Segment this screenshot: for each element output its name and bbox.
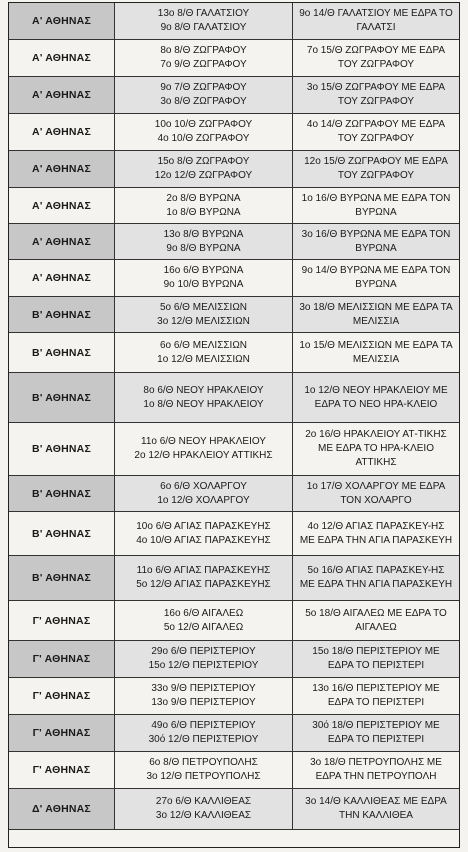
merged-school-1: 13ο 8/Θ ΓΑΛΑΤΣΙΟΥ — [157, 8, 250, 19]
merged-school-2: 9ο 8/Θ ΓΑΛΑΤΣΙΟΥ — [160, 22, 247, 33]
new-school-cell: 5ο 16/Θ ΑΓΙΑΣ ΠΑΡΑΣΚΕΥ-ΗΣ ΜΕ ΕΔΡΑ ΤΗΝ ΑΓΙΑ ΠΑΡΑΣΚΕΥΗ — [293, 556, 459, 600]
region-cell: Β' ΑΘΗΝΑΣ — [9, 423, 115, 475]
merged-schools-cell — [115, 77, 293, 113]
merged-schools-cell — [115, 512, 293, 555]
merged-schools-cell — [115, 715, 293, 751]
merged-school-2: 9ο 8/Θ ΒΥΡΩΝΑ — [166, 242, 241, 254]
region-cell: Γ' ΑΘΗΝΑΣ — [9, 752, 115, 788]
merged-school-1: 11ο 6/Θ ΑΓΙΑΣ ΠΑΡΑΣΚΕΥΗΣ — [136, 565, 271, 576]
merged-school-1: 16ο 6/Θ ΒΥΡΩΝΑ — [163, 265, 244, 276]
merged-school-1: 11ο 6/Θ ΝΕΟΥ ΗΡΑΚΛΕΙΟΥ — [141, 436, 266, 447]
table-row — [9, 260, 459, 297]
merged-school-1: 10ο 10/Θ ΖΩΓΡΑΦΟΥ — [154, 119, 253, 130]
merged-schools-cell — [115, 40, 293, 76]
merged-schools-cell — [115, 373, 293, 422]
table-row — [9, 224, 459, 260]
table-row — [9, 752, 459, 789]
merged-school-2: 30ό 12/Θ ΠΕΡΙΣΤΕΡΙΟΥ — [148, 734, 259, 745]
table-row — [9, 601, 459, 641]
region-cell: Γ' ΑΘΗΝΑΣ — [9, 601, 115, 640]
merger-table — [8, 2, 460, 848]
merged-schools-cell — [115, 188, 293, 223]
merged-schools-cell — [115, 641, 293, 677]
region-cell: Β' ΑΘΗΝΑΣ — [9, 512, 115, 555]
merged-school-1: 8ο 6/Θ ΝΕΟΥ ΗΡΑΚΛΕΙΟΥ — [143, 384, 264, 396]
table-row — [9, 114, 459, 151]
new-school-cell: 1ο 15/Θ ΜΕΛΙΣΣΙΩΝ ΜΕ ΕΔΡΑ ΤΑ ΜΕΛΙΣΣΙΑ — [299, 339, 453, 365]
new-school-cell: 15ο 18/Θ ΠΕΡΙΣΤΕΡΙΟΥ ΜΕ ΕΔΡΑ ΤΟ ΠΕΡΙΣΤΕΡΙ — [293, 641, 459, 677]
region-cell: Α' ΑΘΗΝΑΣ — [9, 114, 115, 150]
region-cell: Α' ΑΘΗΝΑΣ — [9, 40, 115, 76]
merged-schools-cell — [115, 297, 293, 332]
merged-schools-cell — [115, 789, 293, 829]
merged-school-2: 5ο 12/Θ ΑΙΓΑΛΕΩ — [163, 621, 244, 633]
merged-school-2: 5ο 12/Θ ΑΓΙΑΣ ΠΑΡΑΣΚΕΥΗΣ — [136, 579, 271, 590]
region-cell: Β' ΑΘΗΝΑΣ — [9, 297, 115, 332]
table-row — [9, 188, 459, 224]
merged-school-2: 1ο 12/Θ ΜΕΛΙΣΣΙΩΝ — [157, 353, 250, 365]
merged-school-1: 29ο 6/Θ ΠΕΡΙΣΤΕΡΙΟΥ — [151, 646, 256, 657]
merged-schools-cell — [115, 476, 293, 511]
new-school-cell: 9ο 14/Θ ΒΥΡΩΝΑ ΜΕ ΕΔΡΑ ΤΟΝ ΒΥΡΩΝΑ — [301, 265, 451, 290]
region-cell: Α' ΑΘΗΝΑΣ — [9, 3, 115, 39]
merged-school-2: 2ο 12/Θ ΗΡΑΚΛΕΙΟΥ ΑΤΤΙΚΗΣ — [134, 450, 273, 461]
new-school-cell: 3ο 14/Θ ΚΑΛΛΙΘΕΑΣ ΜΕ ΕΔΡΑ ΤΗΝ ΚΑΛΛΙΘΕΑ — [293, 789, 459, 829]
table-row — [9, 715, 459, 752]
merged-school-2: 3ο 8/Θ ΖΩΓΡΑΦΟΥ — [160, 96, 247, 107]
merged-school-2: 4ο 10/Θ ΑΓΙΑΣ ΠΑΡΑΣΚΕΥΗΣ — [136, 534, 271, 546]
region-cell: Α' ΑΘΗΝΑΣ — [9, 260, 115, 296]
region-cell: Β' ΑΘΗΝΑΣ — [9, 333, 115, 372]
new-school-cell: 30ό 18/Θ ΠΕΡΙΣΤΕΡΙΟΥ ΜΕ ΕΔΡΑ ΤΟ ΠΕΡΙΣΤΕΡΙ — [293, 715, 459, 751]
merged-schools-cell — [115, 333, 293, 372]
merged-school-2: 3ο 12/Θ ΠΕΤΡΟΥΠΟΛΗΣ — [146, 771, 261, 782]
merged-school-1: 33ο 9/Θ ΠΕΡΙΣΤΕΡΙΟΥ — [151, 683, 256, 694]
new-school-cell: 9ο 14/Θ ΓΑΛΑΤΣΙΟΥ ΜΕ ΕΔΡΑ ΤΟ ΓΑΛΑΤΣΙ — [293, 3, 459, 39]
region-cell: Β' ΑΘΗΝΑΣ — [9, 373, 115, 422]
merged-school-2: 12ο 12/Θ ΖΩΓΡΑΦΟΥ — [154, 170, 253, 181]
new-school-cell: 1ο 12/Θ ΝΕΟΥ ΗΡΑΚΛΕΙΟΥ ΜΕ ΕΔΡΑ ΤΟ ΝΕΟ ΗΡΑ-ΚΛΕΙΟ — [293, 373, 459, 422]
merged-schools-cell — [115, 601, 293, 640]
merged-schools-cell — [115, 678, 293, 714]
merged-school-1: 49ο 6/Θ ΠΕΡΙΣΤΕΡΙΟΥ — [151, 720, 256, 731]
merged-school-2: 4ο 10/Θ ΖΩΓΡΑΦΟΥ — [157, 133, 250, 144]
region-cell: Α' ΑΘΗΝΑΣ — [9, 77, 115, 113]
merged-school-1: 10ο 6/Θ ΑΓΙΑΣ ΠΑΡΑΣΚΕΥΗΣ — [136, 520, 271, 532]
new-school-cell: 3ο 15/Θ ΖΩΓΡΑΦΟΥ ΜΕ ΕΔΡΑ ΤΟΥ ΖΩΓΡΑΦΟΥ — [293, 77, 459, 113]
region-cell: Α' ΑΘΗΝΑΣ — [9, 151, 115, 187]
table-row — [9, 40, 459, 77]
table-row — [9, 512, 459, 556]
table-row — [9, 641, 459, 678]
merged-school-2: 7ο 9/Θ ΖΩΓΡΑΦΟΥ — [160, 59, 247, 70]
merged-school-2: 3ο 12/Θ ΚΑΛΛΙΘΕΑΣ — [155, 810, 252, 821]
new-school-cell: 1ο 17/Θ ΧΟΛΑΡΓΟΥ ΜΕ ΕΔΡΑ ΤΟΝ ΧΟΛΑΡΓΟ — [293, 476, 459, 511]
table-row — [9, 77, 459, 114]
merged-school-2: 15ο 12/Θ ΠΕΡΙΣΤΕΡΙΟΥ — [148, 660, 259, 671]
merged-school-2: 3ο 12/Θ ΜΕΛΙΣΣΙΩΝ — [157, 315, 250, 327]
merged-school-1: 6ο 6/Θ ΧΟΛΑΡΓΟΥ — [160, 480, 247, 492]
merged-school-1: 9ο 7/Θ ΖΩΓΡΑΦΟΥ — [160, 82, 247, 93]
merged-schools-cell — [115, 151, 293, 187]
table-row — [9, 333, 459, 373]
merged-schools-cell — [115, 752, 293, 788]
merged-school-1: 15ο 8/Θ ΖΩΓΡΑΦΟΥ — [157, 156, 250, 167]
table-row — [9, 297, 459, 333]
merged-school-2: 1ο 12/Θ ΧΟΛΑΡΓΟΥ — [157, 494, 250, 506]
region-cell: Γ' ΑΘΗΝΑΣ — [9, 641, 115, 677]
merged-school-1: 16ο 6/Θ ΑΙΓΑΛΕΩ — [163, 607, 244, 619]
new-school-cell: 2ο 16/Θ ΗΡΑΚΛΕΙΟΥ ΑΤ-ΤΙΚΗΣ ΜΕ ΕΔΡΑ ΤΟ ΗΡΑ-ΚΛΕΙΟ ΑΤΤΙΚΗΣ — [305, 429, 447, 468]
new-school-cell: 7ο 15/Θ ΖΩΓΡΑΦΟΥ ΜΕ ΕΔΡΑ ΤΟΥ ΖΩΓΡΑΦΟΥ — [306, 45, 446, 70]
new-school-cell: 1ο 16/Θ ΒΥΡΩΝΑ ΜΕ ΕΔΡΑ ΤΟΝ ΒΥΡΩΝΑ — [301, 192, 451, 218]
merged-school-2: 1ο 8/Θ ΝΕΟΥ ΗΡΑΚΛΕΙΟΥ — [143, 398, 264, 410]
new-school-cell: 4ο 12/Θ ΑΓΙΑΣ ΠΑΡΑΣΚΕΥ-ΗΣ ΜΕ ΕΔΡΑ ΤΗΝ ΑΓΙΑ ΠΑΡΑΣΚΕΥΗ — [299, 520, 453, 546]
merged-school-2: 1ο 8/Θ ΒΥΡΩΝΑ — [166, 206, 241, 218]
merged-schools-cell — [115, 423, 293, 475]
table-row — [9, 373, 459, 423]
new-school-cell: 5ο 18/Θ ΑΙΓΑΛΕΩ ΜΕ ΕΔΡΑ ΤΟ ΑΙΓΑΛΕΩ — [305, 607, 447, 633]
new-school-cell: 13ο 16/Θ ΠΕΡΙΣΤΕΡΙΟΥ ΜΕ ΕΔΡΑ ΤΟ ΠΕΡΙΣΤΕΡΙ — [312, 683, 440, 708]
region-cell: Γ' ΑΘΗΝΑΣ — [9, 715, 115, 751]
new-school-cell: 3ο 18/Θ ΜΕΛΙΣΣΙΩΝ ΜΕ ΕΔΡΑ ΤΑ ΜΕΛΙΣΣΙΑ — [293, 297, 459, 332]
new-school-cell: 12ο 15/Θ ΖΩΓΡΑΦΟΥ ΜΕ ΕΔΡΑ ΤΟΥ ΖΩΓΡΑΦΟΥ — [293, 151, 459, 187]
merged-school-2: 9ο 10/Θ ΒΥΡΩΝΑ — [163, 279, 244, 290]
new-school-cell: 4ο 14/Θ ΖΩΓΡΑΦΟΥ ΜΕ ΕΔΡΑ ΤΟΥ ΖΩΓΡΑΦΟΥ — [306, 119, 446, 144]
merged-school-2: 13ο 9/Θ ΠΕΡΙΣΤΕΡΙΟΥ — [151, 697, 256, 708]
table-row — [9, 678, 459, 715]
new-school-cell: 3ο 18/Θ ΠΕΤΡΟΥΠΟΛΗΣ ΜΕ ΕΔΡΑ ΤΗΝ ΠΕΤΡΟΥΠΟΛΗ — [310, 757, 442, 782]
table-row — [9, 3, 459, 40]
table-row — [9, 423, 459, 476]
merged-school-1: 8ο 8/Θ ΖΩΓΡΑΦΟΥ — [160, 45, 247, 56]
merged-school-1: 6ο 8/Θ ΠΕΤΡΟΥΠΟΛΗΣ — [149, 757, 258, 768]
table-row — [9, 476, 459, 512]
merged-school-1: 5ο 6/Θ ΜΕΛΙΣΣΙΩΝ — [159, 301, 248, 313]
region-cell: Α' ΑΘΗΝΑΣ — [9, 224, 115, 259]
merged-school-1: 13ο 8/Θ ΒΥΡΩΝΑ — [163, 228, 244, 240]
table-row — [9, 151, 459, 188]
region-cell: Γ' ΑΘΗΝΑΣ — [9, 678, 115, 714]
merged-schools-cell — [115, 224, 293, 259]
merged-school-1: 2ο 8/Θ ΒΥΡΩΝΑ — [166, 192, 241, 204]
new-school-cell: 3ο 16/Θ ΒΥΡΩΝΑ ΜΕ ΕΔΡΑ ΤΟΝ ΒΥΡΩΝΑ — [293, 224, 459, 259]
table-row — [9, 789, 459, 830]
merged-schools-cell — [115, 556, 293, 600]
region-cell: Α' ΑΘΗΝΑΣ — [9, 188, 115, 223]
merged-school-1: 6ο 6/Θ ΜΕΛΙΣΣΙΩΝ — [159, 339, 248, 351]
merged-schools-cell — [115, 114, 293, 150]
region-cell: Δ' ΑΘΗΝΑΣ — [9, 789, 115, 829]
merged-school-1: 27ο 6/Θ ΚΑΛΛΙΘΕΑΣ — [155, 796, 252, 807]
merged-schools-cell — [115, 260, 293, 296]
region-cell: Β' ΑΘΗΝΑΣ — [9, 556, 115, 600]
merged-schools-cell — [115, 3, 293, 39]
table-row — [9, 556, 459, 601]
region-cell: Β' ΑΘΗΝΑΣ — [9, 476, 115, 511]
